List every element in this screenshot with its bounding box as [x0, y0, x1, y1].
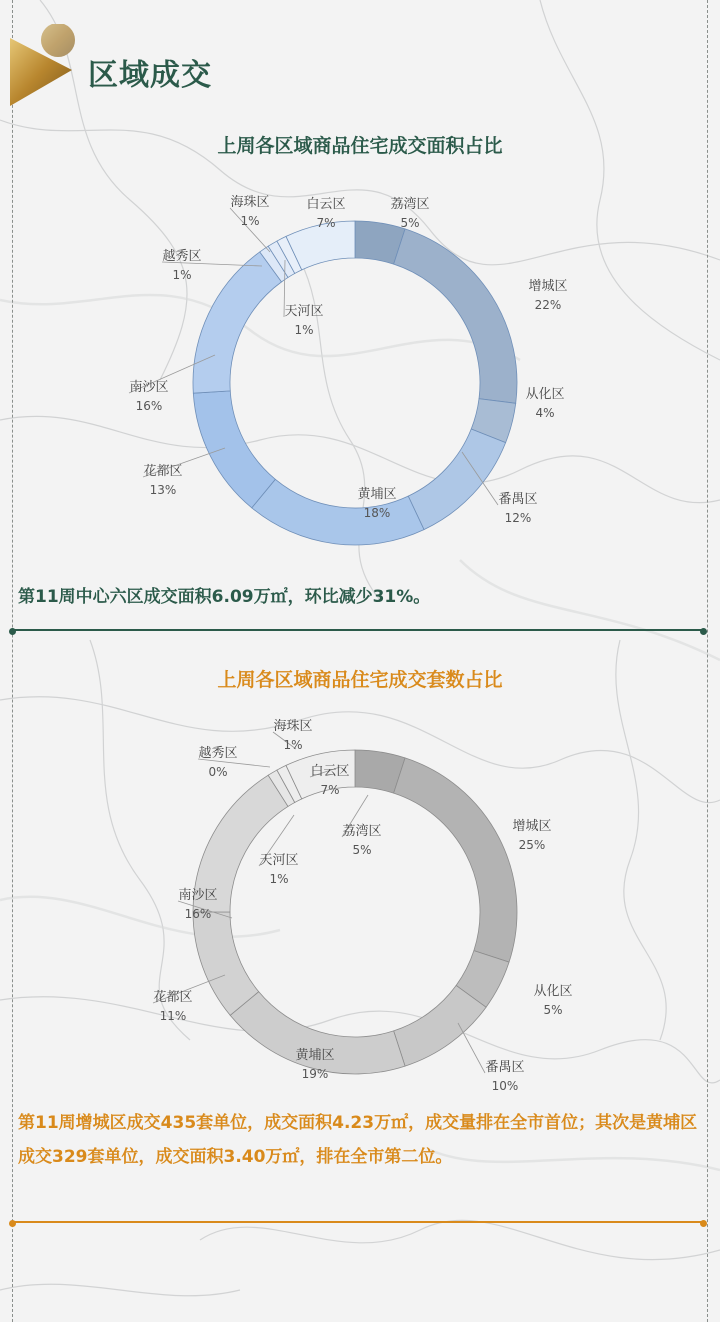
slice-percent-label: 13% — [149, 483, 177, 497]
donut-slice-4 — [408, 429, 505, 530]
slice-category-label: 番禺区 — [485, 1060, 525, 1075]
slice-percent-label: 4% — [535, 406, 555, 420]
divider-orange — [12, 1221, 704, 1223]
donut-slice-2 — [394, 758, 517, 962]
donut-slice-2 — [394, 229, 517, 403]
slice-category-label: 从化区 — [533, 984, 573, 999]
slice-percent-label: 10% — [491, 1079, 519, 1093]
donut-chart-area — [0, 190, 720, 560]
donut-slices — [193, 750, 517, 1074]
section-title: 区域成交 — [88, 58, 212, 93]
slice-category-label: 增城区 — [528, 279, 568, 294]
slice-percent-label: 16% — [135, 399, 163, 413]
slice-percent-label: 18% — [363, 506, 391, 520]
slice-category-label: 增城区 — [512, 819, 552, 834]
slice-percent-label: 16% — [184, 907, 212, 921]
slice-percent-label: 1% — [283, 738, 303, 752]
slice-category-label: 花都区 — [143, 464, 183, 479]
slice-category-label: 越秀区 — [162, 249, 202, 264]
slice-category-label: 天河区 — [284, 304, 324, 319]
donut-slices — [193, 221, 517, 545]
summary-note-area: 第11周中心六区成交面积6.09万㎡，环比减少31%。 — [18, 587, 431, 607]
slice-percent-label: 7% — [320, 783, 340, 797]
section-header-icon — [10, 24, 80, 108]
slice-percent-label: 0% — [208, 765, 228, 779]
slice-percent-label: 1% — [294, 323, 314, 337]
slice-percent-label: 11% — [159, 1009, 187, 1023]
slice-category-label: 白云区 — [310, 764, 350, 779]
slice-category-label: 越秀区 — [198, 746, 238, 761]
slice-category-label: 荔湾区 — [390, 197, 430, 212]
divider-green — [12, 629, 704, 631]
slice-category-label: 番禺区 — [498, 492, 538, 507]
slice-category-label: 白云区 — [306, 197, 346, 212]
summary-note-units: 第11周增城区成交435套单位，成交面积4.23万㎡，成交量排在全市首位；其次是黄埔区成交329套单位，成交面积3.40万㎡，排在全市第二位。 — [18, 1113, 698, 1167]
slice-category-label: 南沙区 — [129, 380, 169, 395]
donut-slice-7 — [193, 252, 282, 393]
slice-percent-label: 5% — [352, 843, 372, 857]
slice-category-label: 从化区 — [525, 387, 565, 402]
slice-category-label: 海珠区 — [230, 195, 270, 210]
slice-category-label: 天河区 — [259, 853, 299, 868]
leader-line — [458, 1023, 485, 1073]
slice-category-label: 海珠区 — [273, 719, 313, 734]
chart-title-area: 上周各区域商品住宅成交面积占比 — [217, 135, 503, 157]
donut-slice-6 — [193, 912, 259, 1015]
slice-percent-label: 1% — [269, 872, 289, 886]
slice-percent-label: 7% — [316, 216, 336, 230]
slice-percent-label: 19% — [301, 1067, 329, 1081]
slice-category-label: 黄埔区 — [357, 487, 397, 502]
slice-percent-label: 5% — [400, 216, 420, 230]
donut-chart-units — [0, 705, 720, 1100]
donut-slice-6 — [193, 391, 275, 508]
slice-category-label: 南沙区 — [178, 888, 218, 903]
donut-slice-5 — [252, 479, 424, 545]
slice-percent-label: 25% — [518, 838, 546, 852]
slice-category-label: 黄埔区 — [295, 1048, 335, 1063]
slice-percent-label: 5% — [543, 1003, 563, 1017]
chart-title-units: 上周各区域商品住宅成交套数占比 — [217, 669, 503, 691]
slice-category-label: 花都区 — [153, 990, 193, 1005]
slice-percent-label: 22% — [534, 298, 562, 312]
slice-category-label: 荔湾区 — [342, 824, 382, 839]
slice-percent-label: 1% — [172, 268, 192, 282]
donut-slice-4 — [394, 985, 486, 1066]
slice-percent-label: 12% — [504, 511, 532, 525]
slice-percent-label: 1% — [240, 214, 260, 228]
